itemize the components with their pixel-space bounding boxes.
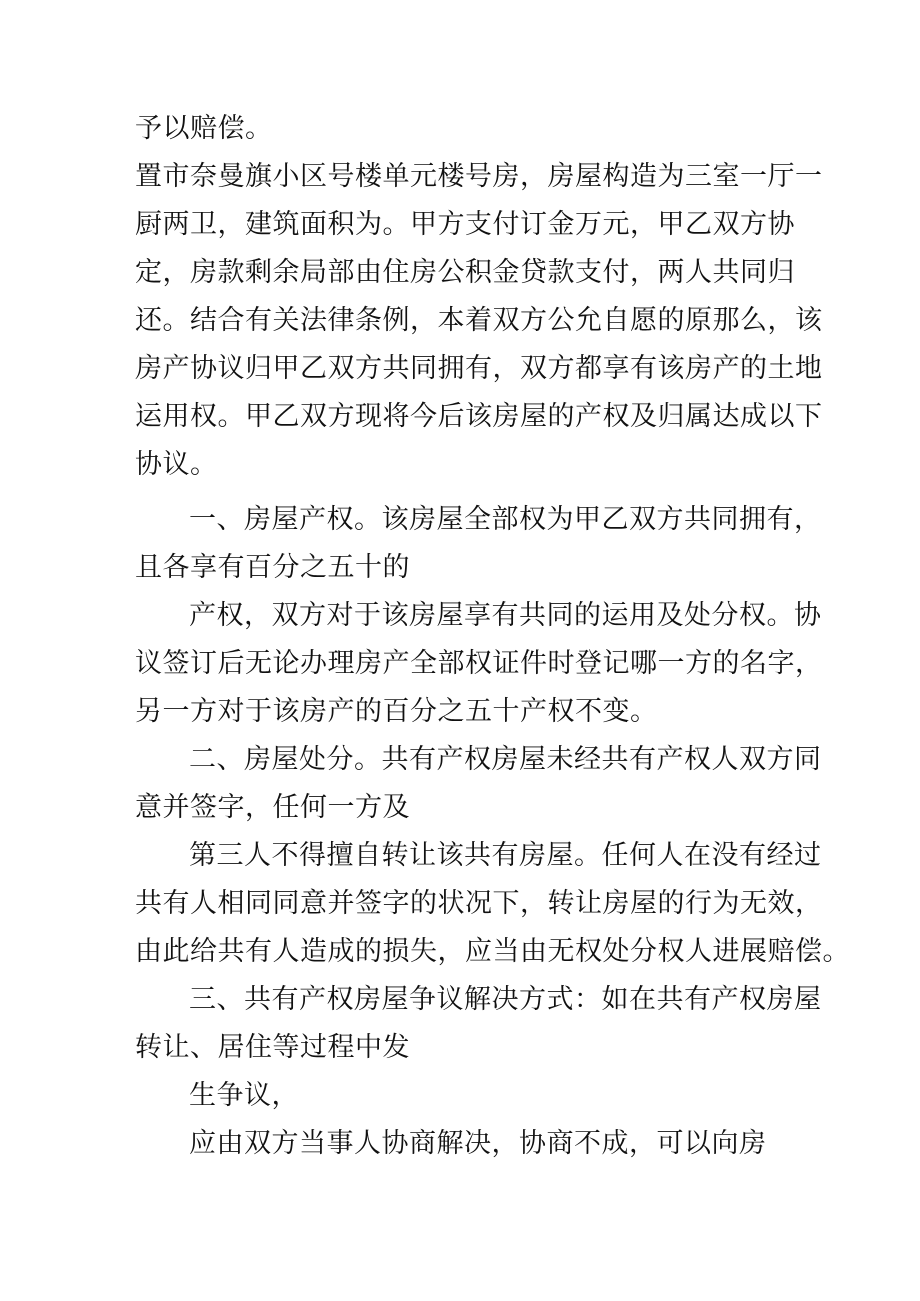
text-line: 应由双方当事人协商解决，协商不成，可以向房 [189, 1128, 767, 1159]
text-line: 转让、居住等过程中发 [135, 1032, 410, 1063]
text-line: 议签订后无论办理房产全部权证件时登记哪一方的名字， [135, 648, 823, 679]
text-line: 且各享有百分之五十的 [135, 552, 410, 583]
text-line: 另一方对于该房产的百分之五十产权不变。 [135, 696, 658, 727]
text-line: 二、房屋处分。共有产权房屋未经共有产权人双方同 [189, 744, 822, 775]
text-line: 第三人不得擅自转让该共有房屋。任何人在没有经过 [189, 840, 822, 871]
text-line: 产权，双方对于该房屋享有共同的运用及处分权。协 [189, 600, 822, 631]
text-line: 定，房款剩余局部由住房公积金贷款支付，两人共同归 [135, 257, 795, 288]
text-line: 置市奈曼旗小区号楼单元楼号房，房屋构造为三室一厅一 [135, 161, 823, 192]
text-line: 协议。 [135, 449, 218, 480]
text-line: 三、共有产权房屋争议解决方式：如在共有产权房屋 [189, 984, 822, 1015]
text-line: 由此给共有人造成的损失，应当由无权处分权人进展赔偿。 [135, 936, 850, 967]
text-line: 还。结合有关法律条例，本着双方公允自愿的原那么，该 [135, 305, 823, 336]
text-line: 一、房屋产权。该房屋全部权为甲乙双方共同拥有， [189, 504, 822, 535]
text-line: 厨两卫，建筑面积为。甲方支付订金万元，甲乙双方协 [135, 209, 795, 240]
text-line: 运用权。甲乙双方现将今后该房屋的产权及归属达成以下 [135, 401, 823, 432]
text-line: 共有人相同同意并签字的状况下，转让房屋的行为无效， [135, 888, 823, 919]
text-line: 生争议， [189, 1080, 299, 1111]
text-line: 房产协议归甲乙双方共同拥有，双方都享有该房产的土地 [135, 353, 823, 384]
text-line: 意并签字，任何一方及 [135, 792, 410, 823]
text-line: 予以赔偿。 [135, 113, 273, 144]
